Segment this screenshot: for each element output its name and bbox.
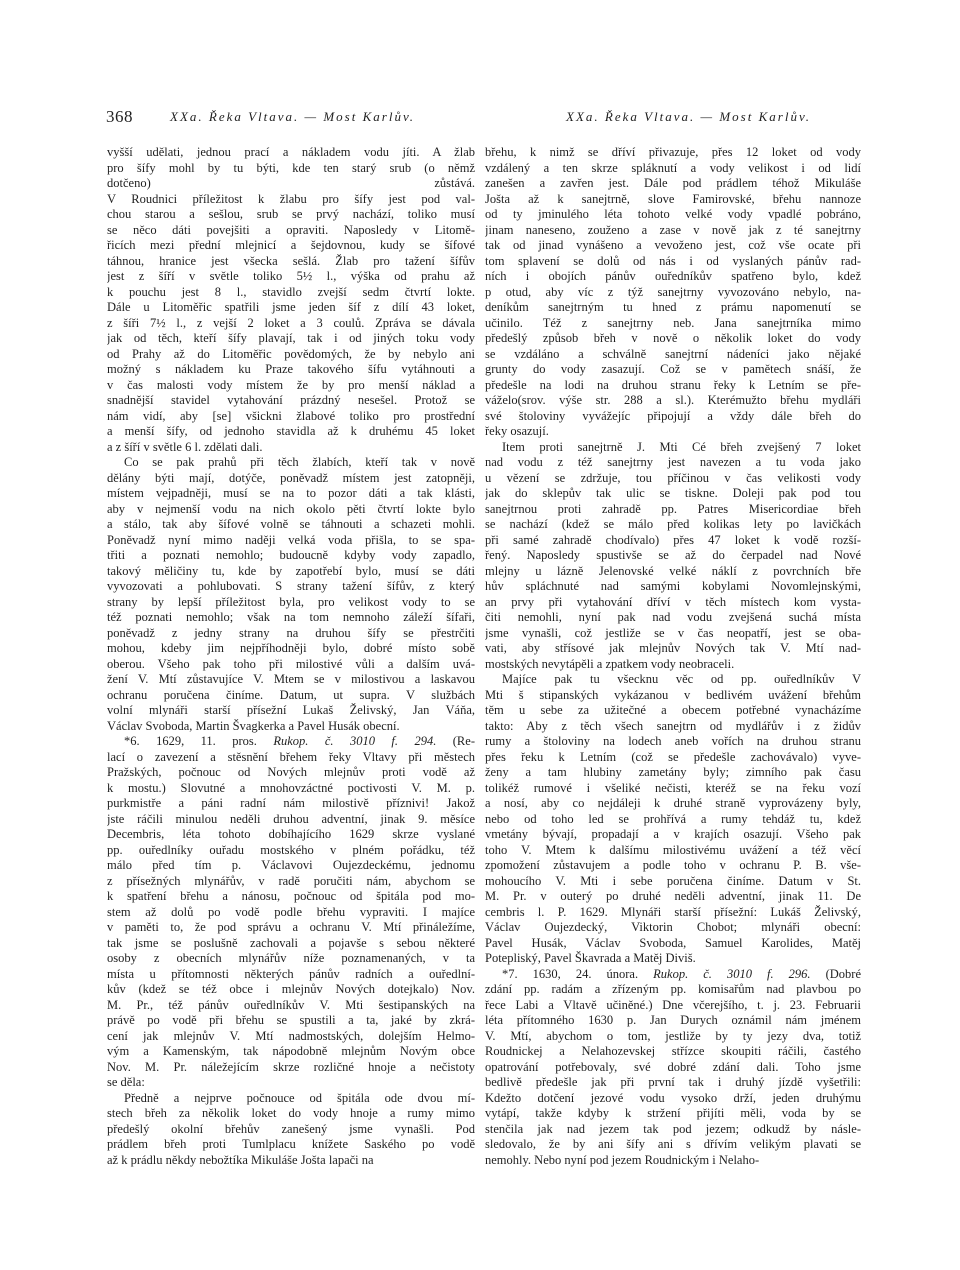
- text-line: k spatření břehu a nánosu, počnouc od špitála pod mo-: [107, 889, 475, 903]
- text-line: předešlý způsob břeh v nově o několik loket do vody: [485, 331, 861, 345]
- text-line: vým a Kamenským, tak nápodobně mlejnům Novým obce: [107, 1044, 475, 1058]
- paragraph-entry-7: [485, 967, 861, 1169]
- text-line: málo před tím p. Václavovi Oujezdeckému, jednomu: [107, 858, 475, 872]
- paragraph: [485, 440, 861, 673]
- text-line: a menší šífy, od jednoho stavidla až k druhému 45 loket: [107, 424, 475, 438]
- text-line: cembris l. P. 1629. Mlynáři starší přísežní: Lukáš Želivský,: [485, 904, 861, 919]
- text-line: [107, 734, 475, 750]
- text-line: lací o zavezení a stěsnění břehem řeky Vltavy při městech: [107, 749, 475, 764]
- text-line: břehu, k nimž se dříví přivazuje, přes 12 loket od vody: [485, 145, 861, 159]
- text-line: pro šífy mohl by tu býti, kde ten starý srub (o němž: [107, 160, 475, 175]
- text-line: k mostu.) Slovutné a mnohovzáctné poctivosti V. M. p.: [107, 780, 475, 795]
- text-line: cení jak mlejnův V. Mtí nadmostských, dolejším Helmo-: [107, 1028, 475, 1043]
- page-number: 368: [106, 107, 133, 126]
- text-line: řicích mezi přední mlejnicí a šejdovnou, kudy se šífové: [107, 238, 475, 252]
- text-line: Potepliský, Pavel Škavrada a Matěj Diviš.: [485, 951, 696, 965]
- text-line: též poznati nemohlo; však na tom nemnoho záleží šífaři,: [107, 610, 475, 624]
- paragraph: [107, 1091, 475, 1169]
- text-line: Item proti sanejtrně J. Mti Cé břeh zvejšený 7 loket: [502, 439, 861, 454]
- text-line: a z šíří v světle 6 l. zdělati dali.: [107, 439, 263, 454]
- text-line: V Roudnici příležitost k žlabu pro šífy jest pod val-: [107, 191, 475, 206]
- text-line: se vzdáláno a schválně sanejtrní nádeníci jako nějaké: [485, 346, 861, 361]
- paragraph-entry-6: [107, 734, 475, 1091]
- text-line: osoby z obecních mlynářův níže poznamenaných, v ta: [107, 951, 475, 965]
- text-line: vytápí, takže kdyby k stržení přijíti měli, voda by se: [485, 1106, 861, 1120]
- text-line: právě po vodě při břehu se spustili a ta, jaké by zkrá-: [107, 1013, 475, 1027]
- text-line: volní mlynáři starší přísežní Lukaš Želivský, Jan Váňa,: [107, 703, 475, 717]
- text-line: a nosí, aby co nejdáleji k druhé straně vyprovázeny byly,: [485, 796, 861, 810]
- text-line: opatrování potřebovaly, své dobré zdání dali. Toho jsme: [485, 1059, 861, 1074]
- text-line: čiti nemohli, nyní pak nad vodu zvejšená suchá místa: [485, 610, 861, 624]
- text-line: zdání pp. radám a zřízeným pp. komisařům nad plavbou po: [485, 982, 861, 996]
- text-line: mlejny u lázně Jelenovské velké náklí z povrchních bře: [485, 563, 861, 578]
- citation-emphasis: Rukop. č. 3010 f. 294.: [273, 734, 437, 748]
- running-head-right: XXa. Řeka Vltava. — Most Karlův.: [566, 109, 812, 124]
- text-line: místem vejpadněji, musí se na to pozor dáti a tak klásti,: [107, 486, 475, 500]
- text-line: sledovalo, že by ani šífy ani s dřívím velikým plavati se: [485, 1137, 861, 1151]
- text-line: Decembris, léta tohoto dobíhajícího 1629 skrze vyslané: [107, 827, 475, 841]
- text-segment: (Dobré: [810, 966, 861, 981]
- text-line: nad vodu z též sanejtrny jest navezen a tu voda jako: [485, 455, 861, 469]
- text-line: jste ráčili minulou neděli druhou adventní, jinak 9. měsíce: [107, 811, 475, 826]
- text-line: vzdálený a ten skrze spláknutí a vody velikost i od lidí: [485, 160, 861, 175]
- text-line: dělány býti mají, dotýče, poněvadž místem jest zatopněji,: [107, 470, 475, 485]
- text-line: rumy a štoloviny na lodech aneb vořích na druhou stranu: [485, 734, 861, 748]
- text-line: zanešen a zavřen jest. Dále pod prádlem téhož Mikuláše: [485, 176, 861, 190]
- text-line: Pavel Husák, Václav Svoboda, Samuel Karolides, Matěj: [485, 935, 861, 950]
- text-line: Mti š stipanských vykázanou v bedlivém uvážení břehům: [485, 687, 861, 702]
- text-line: od ty jminulého léta tohoto velké vody vpadlé pobráno,: [485, 207, 861, 221]
- text-line: možný s nákladem ku Praze takového šífu vytáhnouti a: [107, 362, 475, 376]
- text-line: dotčeno) zůstává.: [107, 176, 475, 190]
- text-line: ních i obojích pánův ouředníkův spatřeno bylo, kdež: [485, 269, 861, 283]
- text-line: řený. Naposledy spustivše se až do čerpadel nad Nové: [485, 548, 861, 562]
- text-line: u vězení se zdržuje, tou příčinou v čas velikosti vody: [485, 470, 861, 485]
- text-line: deníkům sanejtrným tu hned z prámu napomenutí se: [485, 300, 861, 314]
- citation-emphasis: Rukop. č. 3010 f. 296.: [653, 966, 811, 981]
- text-line: M. Pr. v outerý po druhé neděli adventní, jinak 11. De: [485, 889, 861, 903]
- text-line: léta přítomného 1630 p. Jan Durych oznámil nám jménem: [485, 1013, 861, 1027]
- text-line: [485, 967, 861, 983]
- text-line: jinam naneseno, zouženo a zase v nově jak z té sanejtrny: [485, 222, 861, 237]
- text-line: vmetány bývají, propadají a v krajích osazují. Všeho pak: [485, 827, 861, 841]
- text-line: řece Labi a Vltavě učiněné.) Dne včerejšího, t. j. 23. Februarii: [485, 997, 861, 1012]
- text-line: předešlý okolní břehův zanešený jsme vynašli. Pod: [107, 1121, 475, 1136]
- right-column: [485, 145, 861, 1168]
- text-line: bedlivě předešle jak při první tak i druhý jízdě vyšetřili:: [485, 1075, 861, 1089]
- text-line: Václav Svoboda, Martin Švagkerka a Pavel Husák obecní.: [107, 718, 400, 733]
- text-segment: *7. 1630, 24. února.: [502, 966, 654, 981]
- text-line: místa u přítomnosti některých pánův radních a ouředlní-: [107, 966, 475, 981]
- text-line: snadnější stavidel vytahování prázdný nesešel. Protož se: [107, 393, 475, 407]
- text-line: hův spláchnuté nad samými kobylami Novomlejnskými,: [485, 579, 861, 593]
- text-line: purkmistře a páni radní nám milostivě příznivi! Jakož: [107, 796, 475, 810]
- text-line: takový měličiny tu, kde by zapotřebí bylo, musí se dáti: [107, 563, 475, 578]
- running-head-left: XXa. Řeka Vltava. — Most Karlův.: [170, 109, 416, 124]
- text-segment: *6. 1629, 11. pros.: [124, 734, 274, 748]
- text-line: při samé zahradě chodívalo) přes 47 loket k vodě rozší-: [485, 532, 861, 547]
- text-line: Předně a nejprve počnouce od špitála ode dvou mí-: [124, 1090, 475, 1105]
- text-segment: (Re-: [436, 734, 475, 748]
- text-line: pp. ouředlníky ouřadu mostského v plném pořádku, též: [107, 842, 475, 857]
- text-line: své štoloviny vyvážejíc připojují a vždy dále břeh do: [485, 408, 861, 423]
- paragraph: [107, 455, 475, 734]
- text-line: přes řeku k Letním (což se předešle zachovávalo) vyve-: [485, 749, 861, 764]
- text-line: zpomožení zůstavujem a podle toho v ochranu P. B. vše-: [485, 858, 861, 872]
- paragraph-continued: [107, 145, 475, 455]
- text-line: oberou. Všeho pak toho při milostivé vůli a dalším uvá-: [107, 656, 475, 671]
- text-line: a stálo, tak aby šífové volně se táhnouti a schazeti mohli.: [107, 517, 475, 531]
- text-line: stenčila jak nad jezem tak pod jezem; odkudž by násle-: [485, 1121, 861, 1136]
- text-line: an prvy při vytahování dříví v těch místech kom vysta-: [485, 594, 861, 609]
- text-line: ženy a tam hlubiny zametány byly; zimního pak času: [485, 765, 861, 779]
- text-line: jest z šíří v světle toliko 5½ l., výška od prahu až: [107, 269, 475, 283]
- text-line: jak od těch, kteří šífy plavají, tak i od jiných toku vody: [107, 331, 475, 345]
- text-line: vyvozovati a pohlubovati. S strany tažení šífův, z který: [107, 579, 475, 593]
- text-line: tak jsme se poslušně zachovali a pojavše s sebou některé: [107, 935, 475, 950]
- text-line: stech břeh za několik loket do vody hnoje a rumy mimo: [107, 1106, 475, 1120]
- text-line: řeky osazují.: [485, 424, 549, 438]
- text-line: mohoucího V. Mti i sebe poručena činíme. Datum v St.: [485, 873, 861, 888]
- text-line: vati, aby střísové jak mlejnův Nových tak V. Mtí nad-: [485, 641, 861, 655]
- text-line: Nov. M. Pr. náležejícím skrze rozličné hnoje a nečistoty: [107, 1059, 475, 1074]
- text-line: se něco dáti povejšiti a opraviti. Naposledy v Litomě-: [107, 222, 475, 237]
- text-line: z šíři 7½ l., z vejší 2 loket a 3 coulů. Zpráva se dávala: [107, 315, 475, 330]
- text-line: prádlem břeh proti Tumlplacu knížete Saského po vodě: [107, 1137, 475, 1151]
- text-line: táhnou, hranice jest všecka sešlá. Žlab pro tažení šífův: [107, 253, 475, 268]
- text-line: Pražských, počnouc od Nových mlejnův proti vodě až: [107, 765, 475, 779]
- text-line: chou starou a sešlou, srub se prvý nachází, toliko musí: [107, 207, 475, 221]
- text-line: kův (kdež se též obce i mlejnův Nových dotejkalo) Nov.: [107, 982, 475, 996]
- text-line: aby v nejmenší vodu na nich okolo pěti čtvrtí lokte bylo: [107, 501, 475, 516]
- text-line: poněvadž z jedny strany na druhou šífy se přestrčiti: [107, 625, 475, 640]
- text-line: M. Pr., též pánův ouředlníkův V. Mti šestipanských na: [107, 997, 475, 1012]
- text-line: v paměti to, že pod správu a ochranu V. Mtí přináležíme,: [107, 920, 475, 934]
- text-line: ochranu poručena činíme. Datum, ut supra. V službách: [107, 687, 475, 702]
- text-line: váželo(srov. výše str. 288 a sl.). Kterémužto břehu mydláři: [485, 393, 861, 407]
- text-line: Dále u Litoměřic spatřili jsme jeden šíf z dílí 43 loket,: [107, 300, 475, 314]
- text-line: Co se pak prahů při těch žlabích, kteří tak v nově: [124, 455, 475, 469]
- paragraph-continued: [485, 145, 861, 440]
- text-line: těm u sebe za užitečné a obecem potřebné vynacházíme: [485, 703, 861, 717]
- text-line: žení V. Mtí zůstavujíce V. Mtem se v milostivou a laskavou: [107, 672, 475, 686]
- text-line: od Prahy až do Litoměřic povědomých, že by nebylo ani: [107, 346, 475, 361]
- text-line: učinilo. Též z sanejtrny neb. Jana sanejtrníka mimo: [485, 315, 861, 330]
- text-line: grunty do vody zasazují. Což se v pamětech snáší, že: [485, 362, 861, 376]
- text-line: toho V. Mtem k dalšímu milostivému uvážení a též věcí: [485, 842, 861, 857]
- text-line: Václav Oujezdecký, Viktorin Chobot; mlynáři obecní:: [485, 920, 861, 934]
- text-line: třiti a poznati nemohlo; budoucně kdyby vody zapadlo,: [107, 548, 475, 562]
- left-column: [107, 145, 475, 1168]
- text-line: z přísežných mlynářův, v radě poručiti nám, abychom se: [107, 873, 475, 888]
- text-line: sanejtrnou proti zahradě pp. Patres Misericordiae břeh: [485, 501, 861, 516]
- text-line: v čas malosti vody místem že by pro menší náklad a: [107, 377, 475, 392]
- text-line: nebo od toho led se prohřívá a rumy tehdáž tu, kdež: [485, 811, 861, 826]
- text-line: p otud, aby víc z týž sanejtrny vyvozováno nebylo, na-: [485, 284, 861, 299]
- text-line: jak do sklepův tak ulic se tiskne. Doleji pak pod tou: [485, 486, 861, 500]
- text-line: Roudnickej a Nelahozevskej střízce skoupiti ráčili, častého: [485, 1044, 861, 1058]
- text-line: stem až dolů po vodě podle břehu vypraviti. I majíce: [107, 904, 475, 919]
- text-line: vyšší udělati, jednou prací a nákladem vodu jíti. A žlab: [107, 145, 475, 159]
- text-line: mostských nevytápěli a zpatkem vody neobraceli.: [485, 656, 735, 671]
- text-line: tom splavení se dolů od nás i od vyslaných pánův rad-: [485, 253, 861, 268]
- text-line: strany by lepší příležitost byla, pro velikost vody to se: [107, 594, 475, 609]
- text-line: předešle na lodi na druhou stranu řeky k Letním se pře-: [485, 377, 861, 392]
- text-line: tolikéž rumové i všeliké nečisti, kteréž se na řeku vozí: [485, 780, 861, 795]
- paragraph: [485, 672, 861, 967]
- text-line: jsme vynašli, což jestliže se v čas neopatří, jest se oba-: [485, 625, 861, 640]
- text-line: Majíce pak tu všecknu věc od pp. ouředlníkův V: [502, 672, 861, 686]
- text-line: mohou, kdeby jim nejpříhodněji bylo, dobré místo sobě: [107, 641, 475, 655]
- text-line: takto: Aby z těch všech sanejtrn od mydlářův i z židův: [485, 718, 861, 733]
- text-line: Poněvadž nyní mimo naději velká voda přišla, to se spa-: [107, 532, 475, 547]
- text-line: k pouchu jest 8 l., stavidlo zvejší sedm čtvrtí lokte.: [107, 284, 475, 299]
- text-line: až k prádlu někdy nebožtíka Mikuláše Jošta lapači na: [107, 1152, 374, 1167]
- text-line: nám vidí, aby [se] všickni žlabové toliko pro prostřední: [107, 408, 475, 423]
- text-line: Jošta až k sanejtrně, slove Famirovské, břehu nannoze: [485, 191, 861, 206]
- text-line: nemohly. Nebo nyní pod jezem Roudnickým i Nelaho-: [485, 1152, 760, 1167]
- text-line: se nachází (kdež se málo před kolikas lety po lavičkách: [485, 517, 861, 531]
- text-line: tak od jinad vynášeno a vevoženo jest, což vše ocate při: [485, 238, 861, 252]
- text-line: Kdežto dotčení jezové vodu vysoko drží, jeden druhýmu: [485, 1090, 861, 1105]
- text-line: se děla:: [107, 1075, 145, 1089]
- text-line: V. Mtí, abychom o tom, jestliže by ty jezy dva, totiž: [485, 1028, 861, 1043]
